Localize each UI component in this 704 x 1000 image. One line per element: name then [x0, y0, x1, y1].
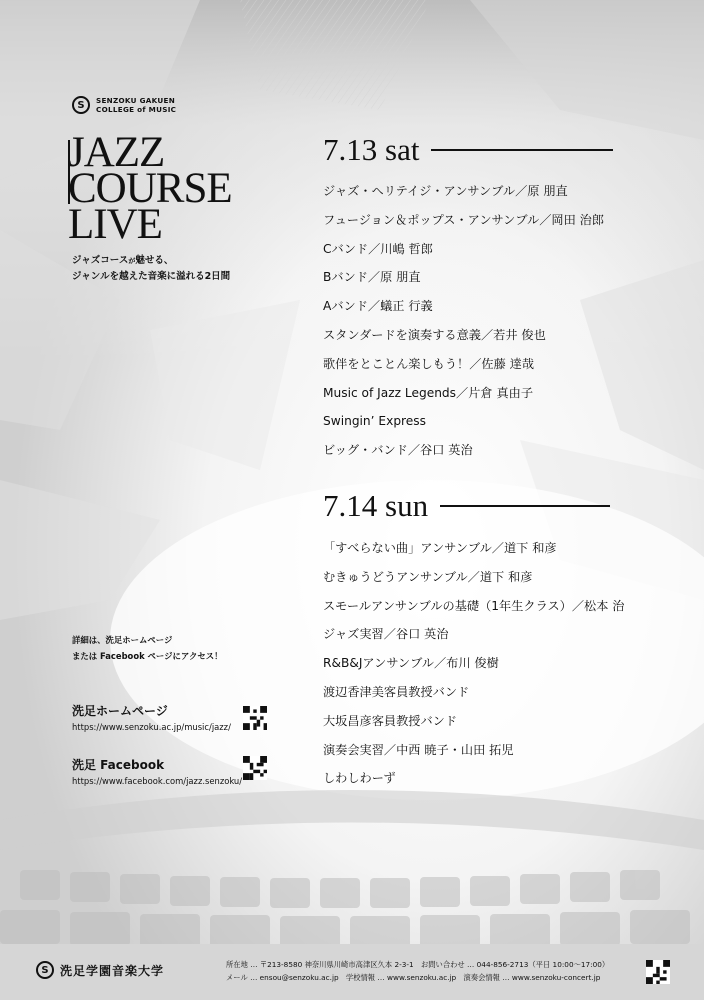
- day-date: 7.14 sun: [323, 488, 429, 523]
- program-item: しわしわーず: [323, 771, 396, 786]
- homepage-url[interactable]: https://www.senzoku.ac.jp/music/jazz/: [72, 722, 231, 732]
- logo-mark-icon: S: [72, 96, 90, 114]
- program-item: Aバンド／蟻正 行義: [323, 299, 433, 314]
- college-logo: [72, 96, 176, 114]
- program-item: フュージョン＆ポップス・アンサンブル／岡田 治郎: [323, 212, 605, 227]
- program-item: ジャズ・ヘリテイジ・アンサンブル／原 朋直: [323, 184, 568, 198]
- page-title: [68, 129, 232, 248]
- day-date: 7.13 sat: [323, 132, 420, 167]
- title-line-1: JAZZ: [68, 129, 165, 176]
- program-item: Bバンド／原 朋直: [323, 270, 421, 285]
- program-item: スモールアンサンブルの基礎（1年生クラス）／松本 治: [323, 598, 625, 613]
- brand-line-2: COLLEGE of MUSIC: [96, 105, 177, 114]
- footer: [0, 944, 704, 1000]
- qr-code-icon[interactable]: [243, 706, 267, 730]
- title-line-3: LIVE: [68, 201, 162, 248]
- program-item: Cバンド／川嶋 哲郎: [323, 241, 433, 256]
- program-item: スタンダードを演奏する意義／若井 俊也: [323, 327, 546, 342]
- program-item: 大坂昌彦客員教授バンド: [323, 713, 458, 728]
- program-item: 「すべらない曲」アンサンブル／道下 和彦: [323, 541, 557, 555]
- facebook-url[interactable]: https://www.facebook.com/jazz.senzoku/: [72, 776, 243, 786]
- qr-code-icon[interactable]: [646, 960, 670, 984]
- footer-logo: [36, 961, 164, 979]
- program-item: ビッグ・バンド／谷口 英治: [323, 443, 473, 458]
- brand-line-1: SENZOKU GAKUEN: [96, 96, 176, 105]
- program-item: ジャズ実習／谷口 英治: [323, 627, 449, 642]
- homepage-link[interactable]: [72, 702, 272, 732]
- info-text: [72, 632, 223, 664]
- contact-info: [226, 958, 609, 984]
- program-item: 演奏会実習／中西 暁子・山田 拓児: [323, 742, 514, 757]
- homepage-link-title: 洗足ホームページ: [72, 704, 168, 718]
- address-line: 所在地 … 〒213-8580 神奈川県川崎市高津区久本 2-3-1 お問い合わせ … 044-856-2713（平日 10:00〜17:00）: [226, 960, 610, 969]
- tagline-part-a: ジャズコース: [72, 255, 129, 266]
- title-line-2: COURSE: [68, 165, 232, 212]
- day-schedule-2: [323, 488, 624, 793]
- program-item: Music of Jazz Legends／片倉 真由子: [323, 385, 534, 400]
- tagline-part-b: が: [128, 257, 136, 265]
- college-name: 洗足学園音楽大学: [60, 963, 165, 978]
- contact-line: メール … ensou@senzoku.ac.jp 学校情報 … www.senzoku.ac.jp 演奏会情報 … www.senzoku-concert.jp: [226, 973, 601, 982]
- program-item: 渡辺香津美客員教授バンド: [323, 684, 470, 699]
- info-line-2: または Facebook ページにアクセス！: [72, 651, 223, 661]
- date-rule: [431, 149, 613, 151]
- program-item: むきゅうどうアンサンブル／道下 和彦: [323, 569, 533, 584]
- logo-mark-icon: S: [36, 961, 54, 979]
- facebook-link-title: 洗足 Facebook: [72, 758, 165, 772]
- program-item: 歌伴をとことん楽しもう！／佐藤 達哉: [323, 356, 535, 371]
- date-rule: [440, 505, 610, 507]
- program-item: R&B&Jアンサンブル／布川 俊樹: [323, 656, 499, 671]
- tagline-line-2: ジャンルを越えた音楽に溢れる2日間: [72, 271, 231, 282]
- info-line-1: 詳細は、洗足ホームページ: [72, 635, 173, 645]
- tagline-part-c: 魅せる、: [135, 255, 174, 266]
- program-item: Swingin’ Express: [323, 414, 426, 429]
- tagline: [72, 253, 230, 284]
- qr-code-icon[interactable]: [243, 756, 267, 780]
- facebook-link[interactable]: [72, 756, 272, 786]
- day-schedule-1: [323, 132, 613, 465]
